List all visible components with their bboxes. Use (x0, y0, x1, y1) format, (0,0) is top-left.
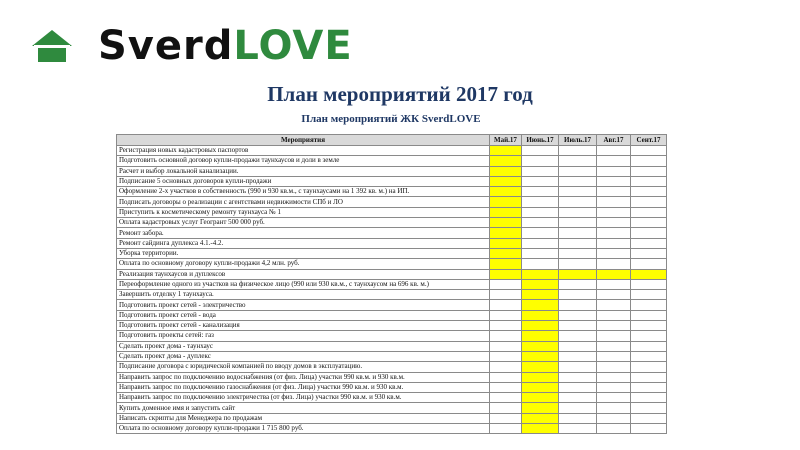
month-cell (597, 331, 631, 341)
task-cell: Подготовить проект сетей - электричество (117, 300, 490, 310)
house-icon (30, 24, 74, 68)
month-cell (631, 187, 667, 197)
month-cell (559, 279, 597, 289)
month-cell (597, 228, 631, 238)
task-cell: Завершить отделку 1 таунхауса. (117, 290, 490, 300)
scheduled-month-cell (490, 207, 522, 217)
table-row (117, 290, 667, 300)
table-row (117, 403, 667, 413)
month-cell (631, 300, 667, 310)
scheduled-month-cell (559, 269, 597, 279)
month-cell (490, 341, 522, 351)
scheduled-month-cell (490, 228, 522, 238)
month-cell (597, 238, 631, 248)
task-cell: Подготовить основной договор купли-продажи таунхаусов и доли в земле (117, 156, 490, 166)
task-cell: Расчет и выбор локальной канализации. (117, 166, 490, 176)
month-cell (522, 146, 559, 156)
table-row (117, 187, 667, 197)
scheduled-month-cell (490, 238, 522, 248)
month-cell (597, 176, 631, 186)
month-cell (490, 393, 522, 403)
month-cell (631, 238, 667, 248)
month-cell (490, 362, 522, 372)
month-cell (631, 197, 667, 207)
month-cell (597, 207, 631, 217)
table-row (117, 413, 667, 423)
scheduled-month-cell (490, 176, 522, 186)
month-cell (597, 248, 631, 258)
column-header-task: Мероприятия (117, 135, 490, 146)
month-cell (522, 238, 559, 248)
month-cell (490, 403, 522, 413)
month-cell (631, 218, 667, 228)
month-cell (522, 207, 559, 217)
scheduled-month-cell (522, 403, 559, 413)
month-cell (559, 341, 597, 351)
scheduled-month-cell (522, 279, 559, 289)
month-cell (631, 362, 667, 372)
month-cell (559, 238, 597, 248)
task-cell: Подписание 5 основных договоров купли-продажи (117, 176, 490, 186)
brand-name (98, 23, 353, 69)
task-cell: Сделать проект дома - таунхаус (117, 341, 490, 351)
table-row (117, 228, 667, 238)
table-row (117, 362, 667, 372)
table-row (117, 372, 667, 382)
month-cell (631, 146, 667, 156)
scheduled-month-cell (490, 146, 522, 156)
table-row (117, 310, 667, 320)
month-cell (559, 393, 597, 403)
month-cell (597, 403, 631, 413)
task-cell: Ремонт забора. (117, 228, 490, 238)
slide-title: План мероприятий 2017 год (267, 82, 533, 106)
month-cell (631, 166, 667, 176)
scheduled-month-cell (522, 351, 559, 361)
task-cell: Подготовить проекты сетей: газ (117, 331, 490, 341)
month-cell (559, 176, 597, 186)
column-header-month: Авг.17 (597, 135, 631, 146)
task-cell: Подписать договоры о реализации с агентствами недвижимости СПб и ЛО (117, 197, 490, 207)
table-row (117, 279, 667, 289)
scheduled-month-cell (522, 321, 559, 331)
task-cell: Ремонт сайдинга дуплекса 4.1.-4.2. (117, 238, 490, 248)
month-cell (597, 393, 631, 403)
month-cell (559, 259, 597, 269)
scheduled-month-cell (490, 218, 522, 228)
month-cell (522, 248, 559, 258)
task-cell: Регистрация новых кадастровых паспортов (117, 146, 490, 156)
month-cell (597, 146, 631, 156)
table-row (117, 197, 667, 207)
month-cell (597, 187, 631, 197)
month-cell (631, 321, 667, 331)
table-row (117, 331, 667, 341)
task-cell: Оплата по основному договору купли-продажи 1 715 800 руб. (117, 424, 490, 434)
month-cell (597, 279, 631, 289)
column-header-month: Июнь.17 (522, 135, 559, 146)
month-cell (631, 156, 667, 166)
scheduled-month-cell (522, 372, 559, 382)
task-cell: Оплата по основному договору купли-продажи 4,2 млн. руб. (117, 259, 490, 269)
month-cell (559, 187, 597, 197)
month-cell (490, 290, 522, 300)
month-cell (631, 413, 667, 423)
month-cell (597, 424, 631, 434)
month-cell (631, 403, 667, 413)
task-cell: Уборка территории. (117, 248, 490, 258)
scheduled-month-cell (490, 269, 522, 279)
table-title: План мероприятий ЖК SverdLOVE (301, 113, 481, 125)
month-cell (597, 156, 631, 166)
month-cell (631, 331, 667, 341)
table-row (117, 207, 667, 217)
month-cell (597, 341, 631, 351)
month-cell (490, 351, 522, 361)
month-cell (597, 166, 631, 176)
month-cell (490, 310, 522, 320)
month-cell (559, 321, 597, 331)
month-cell (631, 351, 667, 361)
month-cell (631, 207, 667, 217)
month-cell (631, 341, 667, 351)
month-cell (559, 372, 597, 382)
month-cell (631, 176, 667, 186)
month-cell (522, 197, 559, 207)
task-cell: Оформление 2-х участков в собственность (990 и 930 кв.м., с таунхаусами на 1 392 кв. м.) на ИП. (117, 187, 490, 197)
scheduled-month-cell (522, 269, 559, 279)
month-cell (490, 331, 522, 341)
table-row (117, 176, 667, 186)
scheduled-month-cell (597, 269, 631, 279)
scheduled-month-cell (522, 300, 559, 310)
table-row (117, 238, 667, 248)
month-cell (559, 248, 597, 258)
month-cell (597, 197, 631, 207)
task-cell: Приступить к косметическому ремонту таунхауса № 1 (117, 207, 490, 217)
month-cell (522, 259, 559, 269)
table-row (117, 218, 667, 228)
month-cell (490, 372, 522, 382)
task-cell: Подготовить проект сетей - вода (117, 310, 490, 320)
month-cell (559, 351, 597, 361)
scheduled-month-cell (522, 331, 559, 341)
scheduled-month-cell (522, 393, 559, 403)
month-cell (597, 310, 631, 320)
table-row (117, 248, 667, 258)
month-cell (597, 218, 631, 228)
task-cell: Купить доменное имя и запустить сайт (117, 403, 490, 413)
month-cell (631, 248, 667, 258)
month-cell (522, 176, 559, 186)
month-cell (597, 300, 631, 310)
month-cell (597, 382, 631, 392)
month-cell (631, 228, 667, 238)
scheduled-month-cell (522, 424, 559, 434)
scheduled-month-cell (522, 310, 559, 320)
table-row (117, 351, 667, 361)
column-header-month: Июль.17 (559, 135, 597, 146)
table-row (117, 269, 667, 279)
month-cell (597, 321, 631, 331)
table-row (117, 393, 667, 403)
month-cell (490, 300, 522, 310)
month-cell (522, 218, 559, 228)
month-cell (522, 228, 559, 238)
scheduled-month-cell (631, 269, 667, 279)
month-cell (490, 321, 522, 331)
month-cell (631, 372, 667, 382)
month-cell (631, 393, 667, 403)
month-cell (559, 362, 597, 372)
scheduled-month-cell (522, 341, 559, 351)
month-cell (559, 218, 597, 228)
month-cell (597, 259, 631, 269)
task-cell: Оплата кадастровых услуг Геогрант 500 000 руб. (117, 218, 490, 228)
month-cell (490, 424, 522, 434)
task-cell: Переоформление одного из участков на физическое лицо (990 или 930 кв.м., с таунхаусом на 696 кв. м.) (117, 279, 490, 289)
brand-part-love: LOVE (233, 23, 353, 69)
month-cell (631, 259, 667, 269)
plan-table (116, 134, 667, 434)
month-cell (631, 382, 667, 392)
scheduled-month-cell (490, 156, 522, 166)
month-cell (559, 156, 597, 166)
scheduled-month-cell (490, 197, 522, 207)
logo (30, 24, 353, 68)
scheduled-month-cell (522, 382, 559, 392)
month-cell (559, 382, 597, 392)
month-cell (559, 197, 597, 207)
scheduled-month-cell (522, 413, 559, 423)
month-cell (559, 403, 597, 413)
month-cell (490, 279, 522, 289)
table-row (117, 146, 667, 156)
month-cell (490, 382, 522, 392)
task-cell: Направить запрос по подключению водоснабжения (от физ. Лица) участки 990 кв.м. и 930 кв.м. (117, 372, 490, 382)
month-cell (597, 413, 631, 423)
month-cell (559, 413, 597, 423)
month-cell (522, 187, 559, 197)
table-row (117, 382, 667, 392)
table-row (117, 156, 667, 166)
task-cell: Подписание договора с юридической компанией по вводу домов в эксплуатацию. (117, 362, 490, 372)
task-cell: Реализация таунхаусов и дуплексов (117, 269, 490, 279)
table-row (117, 166, 667, 176)
month-cell (597, 290, 631, 300)
scheduled-month-cell (490, 187, 522, 197)
brand-part-sverd: Sverd (98, 23, 234, 69)
month-cell (559, 146, 597, 156)
month-cell (631, 290, 667, 300)
scheduled-month-cell (490, 166, 522, 176)
scheduled-month-cell (490, 248, 522, 258)
month-cell (559, 300, 597, 310)
month-cell (522, 166, 559, 176)
month-cell (597, 372, 631, 382)
scheduled-month-cell (522, 362, 559, 372)
scheduled-month-cell (522, 290, 559, 300)
month-cell (522, 156, 559, 166)
task-cell: Направить запрос по подключению газоснабжения (от физ. Лица) участки 990 кв.м. и 930 кв.м. (117, 382, 490, 392)
month-cell (631, 310, 667, 320)
scheduled-month-cell (490, 259, 522, 269)
month-cell (490, 413, 522, 423)
month-cell (597, 362, 631, 372)
task-cell: Направить запрос по подключению электричества (от физ. Лица) участки 990 кв.м. и 930 кв.м. (117, 393, 490, 403)
month-cell (559, 290, 597, 300)
table-header-row (117, 135, 667, 146)
table-body (117, 146, 667, 434)
column-header-month: Май.17 (490, 135, 522, 146)
month-cell (559, 228, 597, 238)
table-row (117, 300, 667, 310)
column-header-month: Сент.17 (631, 135, 667, 146)
table-row (117, 259, 667, 269)
month-cell (559, 166, 597, 176)
month-cell (559, 207, 597, 217)
task-cell: Сделать проект дома - дуплекс (117, 351, 490, 361)
month-cell (559, 331, 597, 341)
table-row (117, 321, 667, 331)
table-row (117, 424, 667, 434)
month-cell (631, 424, 667, 434)
month-cell (559, 424, 597, 434)
month-cell (559, 310, 597, 320)
month-cell (631, 279, 667, 289)
task-cell: Написать скрипты для Менеджера по продажам (117, 413, 490, 423)
task-cell: Подготовить проект сетей - канализация (117, 321, 490, 331)
table-row (117, 341, 667, 351)
month-cell (597, 351, 631, 361)
